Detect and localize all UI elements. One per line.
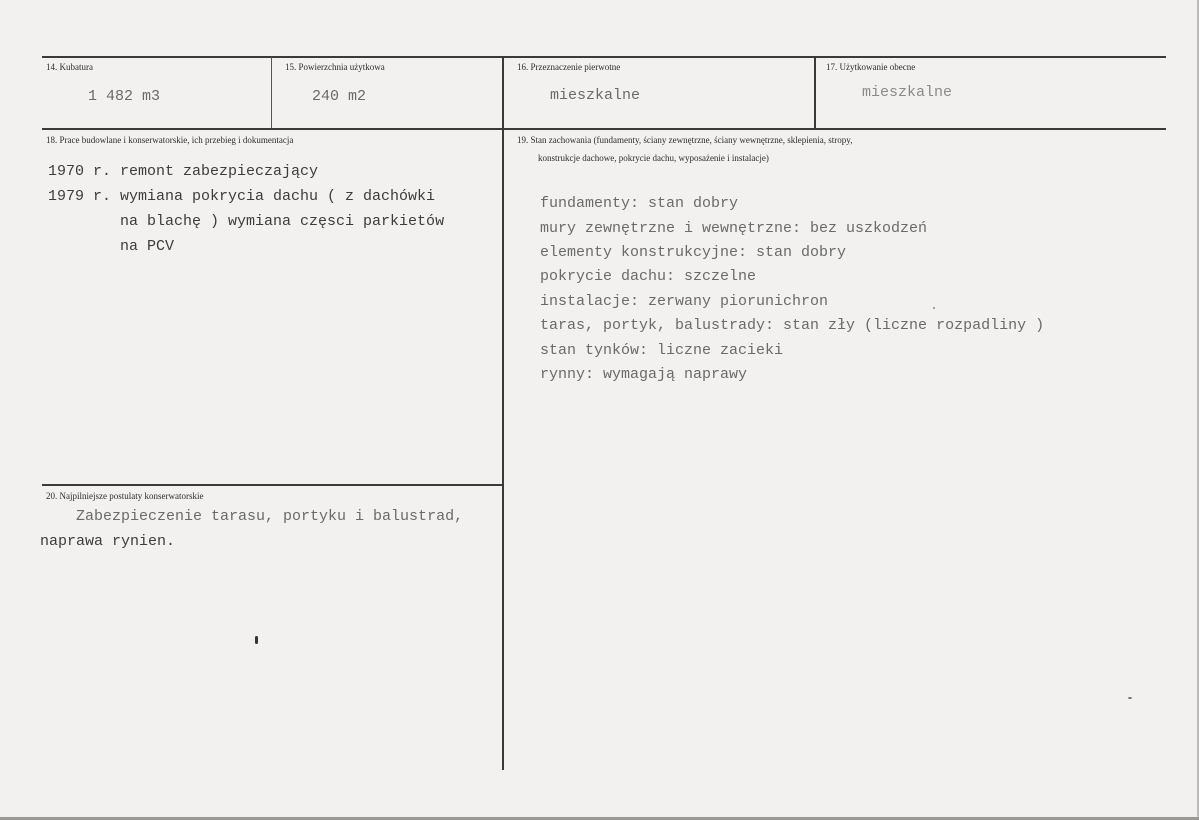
uzytkowanie-value: mieszkalne	[862, 84, 953, 101]
stan-label-line-1: 19. Stan zachowania (fundamenty, ściany zewnętrzne, ściany wewnętrzne, sklepienia, stropy,	[517, 135, 853, 145]
prace-line-4: na PCV	[48, 238, 175, 255]
top-rule	[42, 56, 1166, 58]
stan-line-7: stan tynków: liczne zacieki	[540, 342, 784, 359]
ink-speck	[255, 636, 258, 644]
prace-line-2: 1979 r. wymiana pokrycia dachu ( z dachówki	[48, 188, 436, 205]
divider-16-17	[814, 57, 816, 128]
stan-label-line-2: konstrukcje dachowe, pokrycie dachu, wyposażenie i instalacje)	[538, 153, 769, 163]
stan-line-1: fundamenty: stan dobry	[540, 195, 739, 212]
kubatura-value: 1 482 m3	[88, 88, 161, 105]
uzytkowanie-label: 17. Użytkowanie obecne	[826, 62, 916, 72]
powierzchnia-label: 15. Powierzchnia użytkowa	[285, 62, 385, 72]
stan-line-8: rynny: wymagają naprawy	[540, 366, 748, 383]
stan-line-3: elementy konstrukcyjne: stan dobry	[540, 244, 847, 261]
postulaty-rule	[42, 484, 502, 486]
postulaty-line-1: Zabezpieczenie tarasu, portyku i balustrad,	[40, 508, 464, 525]
kubatura-label: 14. Kubatura	[46, 62, 93, 72]
postulaty-label: 20. Najpilniejsze postulaty konserwatorskie	[46, 491, 204, 501]
przeznaczenie-label: 16. Przeznaczenie pierwotne	[517, 62, 621, 72]
postulaty-line-2: naprawa rynien.	[40, 533, 176, 550]
middle-rule	[42, 128, 1166, 130]
stan-line-2: mury zewnętrzne i wewnętrzne: bez uszkodzeń	[540, 220, 928, 237]
stan-line-6: taras, portyk, balustrady: stan zły (liczne rozpadliny )	[540, 317, 1045, 334]
powierzchnia-value: 240 m2	[312, 88, 367, 105]
ink-speck	[933, 307, 935, 309]
prace-line-3: na blachę ) wymiana częsci parkietów	[48, 213, 445, 230]
prace-label: 18. Prace budowlane i konserwatorskie, ich przebieg i dokumentacja	[46, 135, 294, 145]
divider-center	[502, 57, 504, 770]
prace-line-1: 1970 r. remont zabezpieczający	[48, 163, 319, 180]
stan-line-4: pokrycie dachu: szczelne	[540, 268, 757, 285]
stan-line-5: instalacje: zerwany piorunichron	[540, 293, 829, 310]
divider-14-15	[271, 57, 272, 128]
przeznaczenie-value: mieszkalne	[550, 87, 641, 104]
ink-speck	[1128, 697, 1132, 699]
